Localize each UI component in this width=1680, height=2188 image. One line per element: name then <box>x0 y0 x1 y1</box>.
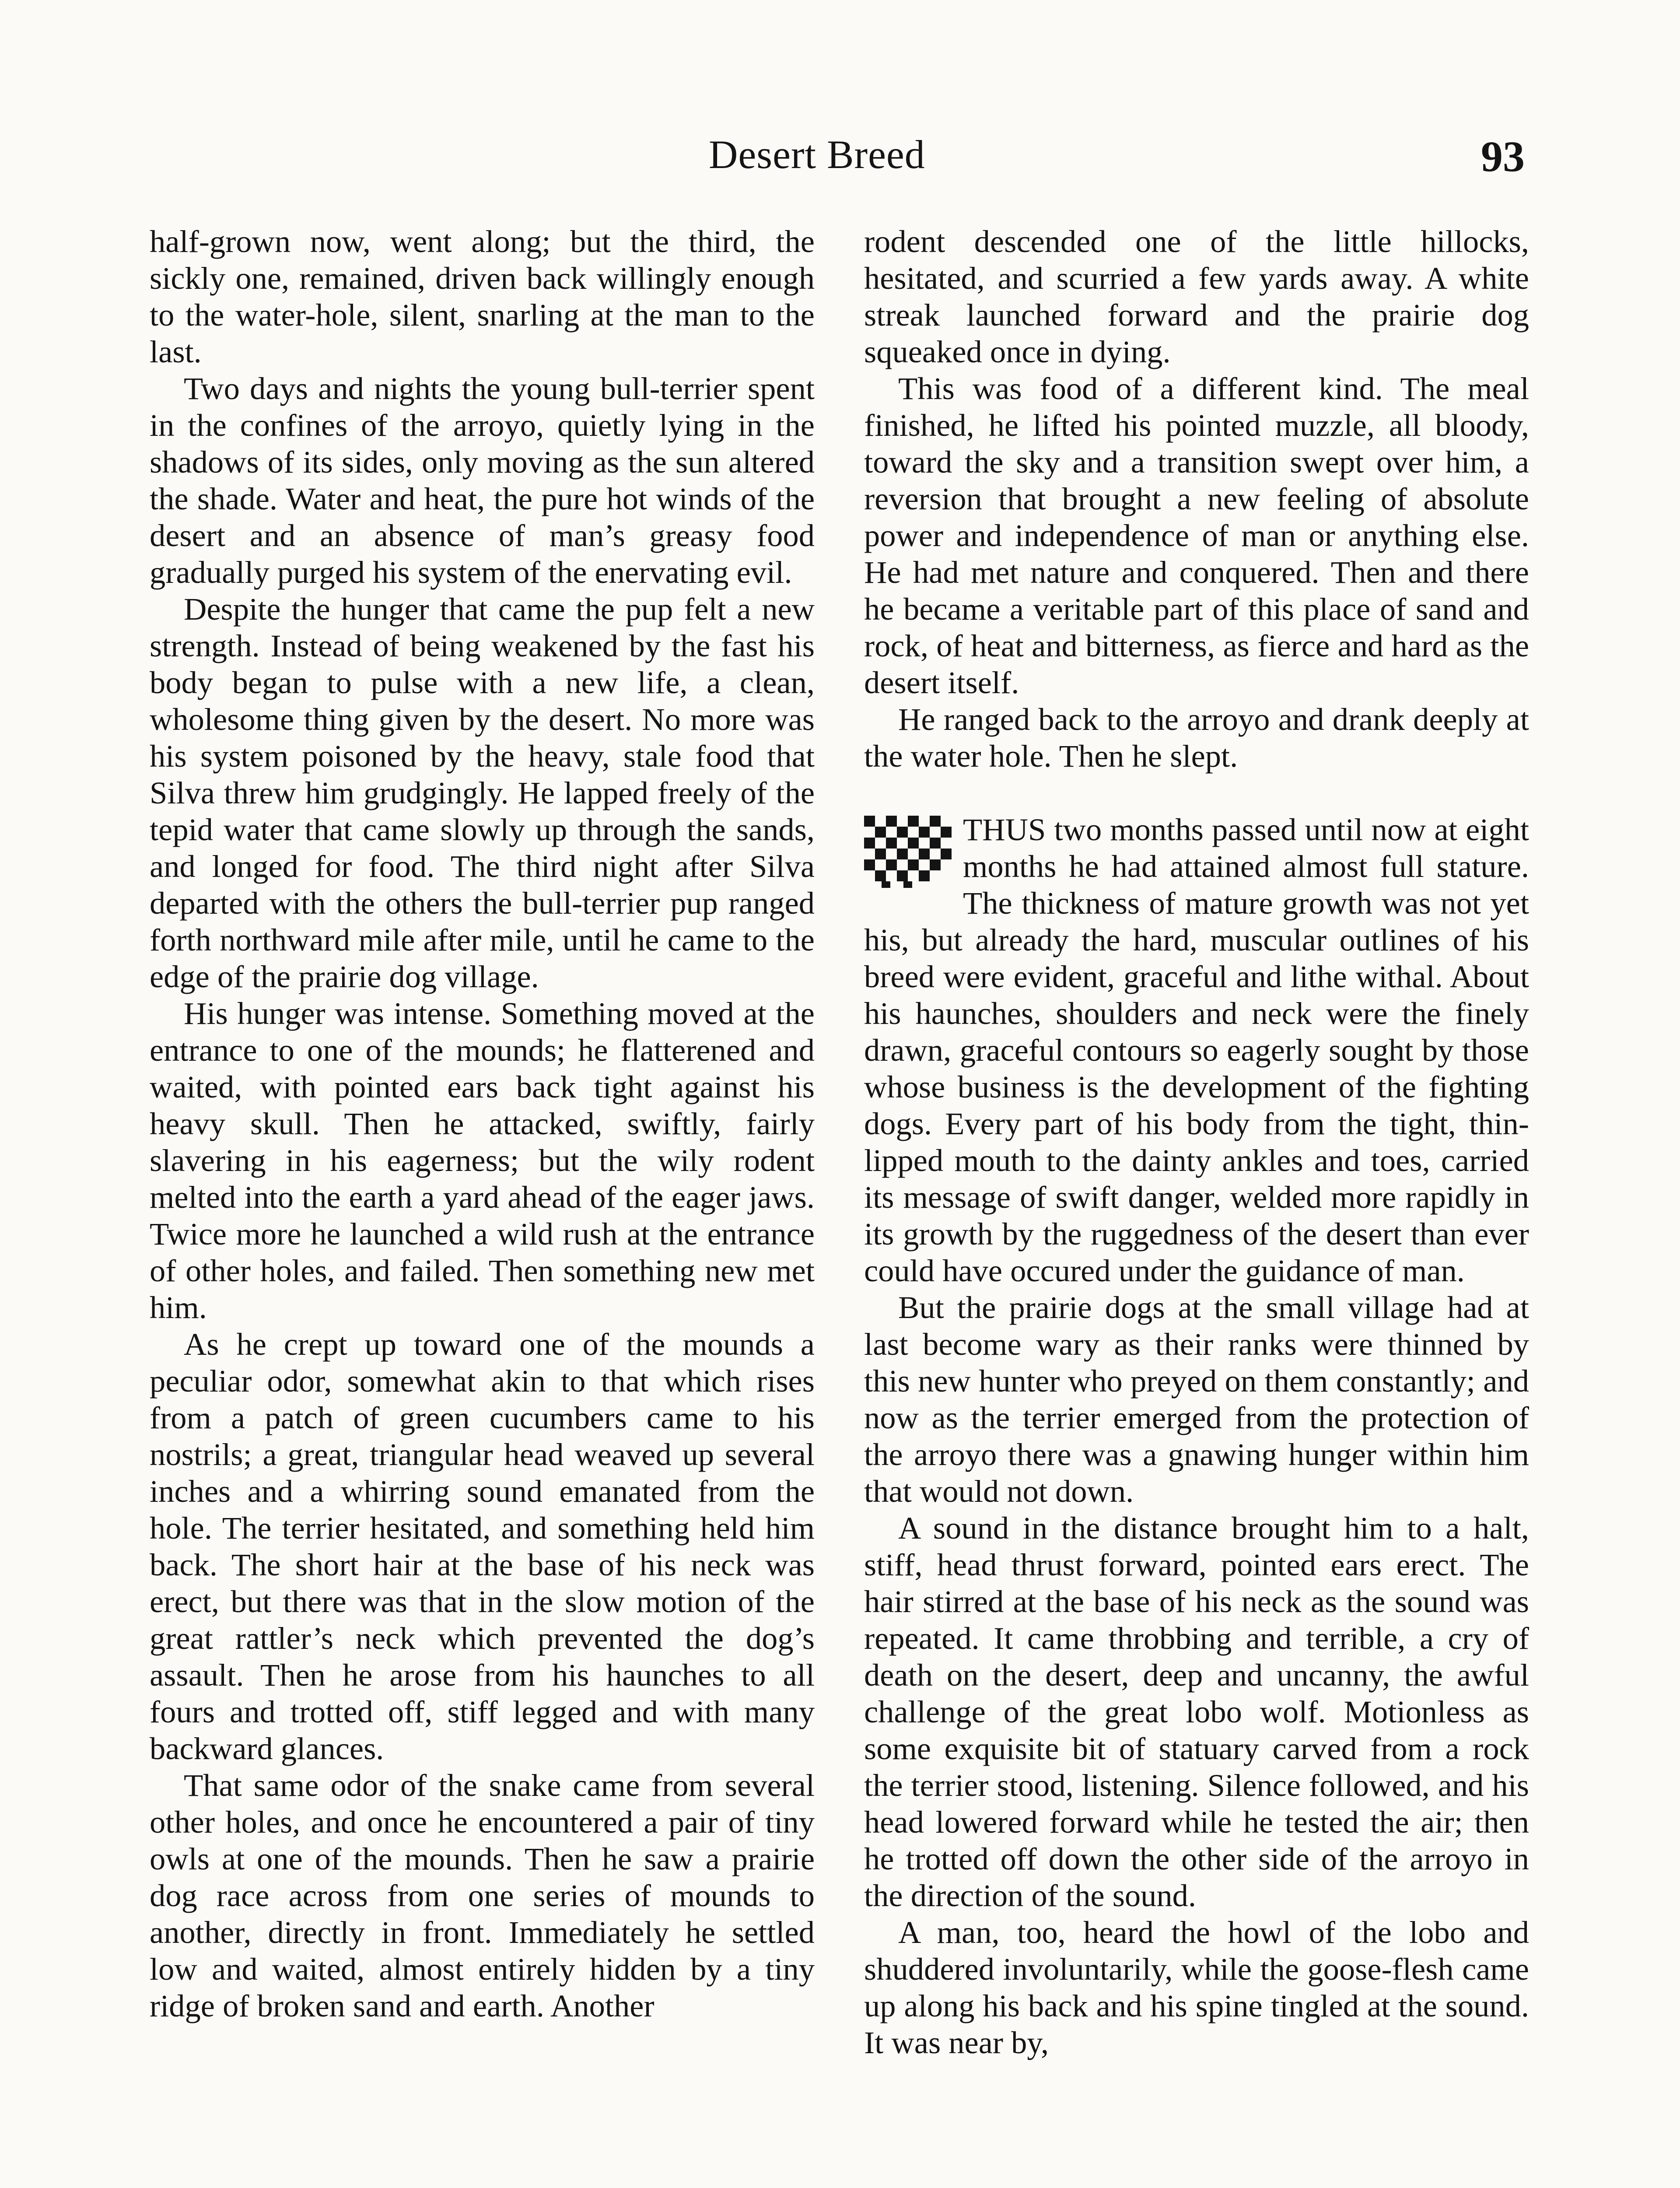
right-column <box>864 223 1529 2061</box>
running-title: Desert Breed <box>709 132 925 177</box>
paragraph: Despite the hunger that came the pup felt a new strength. Instead of being weakened by the fast his body began to pulse with a new life, a clean, wholesome thing given by the desert. No more was his system poisoned by the heavy, stale food that Silva threw him grudgingly. He lapped freely of the tepid water that came slowly up through the sands, and longed for food. The third night after Silva departed with the others the bull-terrier pup ranged forth northward mile after mile, until he came to the edge of the prairie dog village. <box>150 591 815 994</box>
paragraph: A man, too, heard the howl of the lobo and shuddered involuntarily, while the goose-flesh came up along his back and his spine tingled at the sound. It was near by, <box>864 1914 1529 2060</box>
paragraph: His hunger was intense. Something moved at the entrance to one of the mounds; he flatterened and waited, with pointed ears back tight against his heavy skull. Then he attacked, swiftly, fairly slavering in his eagerness; but the wily rodent melted into the earth a yard ahead of the eager jaws. Twice more he launched a wild rush at the entrance of other holes, and failed. Then something new met him. <box>150 996 815 1325</box>
section-opening-text: THUS two months passed until now at eight months he had attained almost full stature. The thickness of mature growth was not yet his, but already the hard, muscular outlines of his breed were evident, graceful and lithe withal. About his haunches, shoulders and neck were the finely drawn, graceful contours so eagerly sought by those whose business is the development of the fighting dogs. Every part of his body from the tight, thin-lipped mouth to the dainty ankles and toes, carried its message of swift danger, welded more rapidly in its growth by the ruggedness of the desert than ever could have occured under the guidance of man. <box>864 812 1529 1288</box>
left-column <box>150 223 815 2024</box>
paragraph: rodent descended one of the little hillocks, hesitated, and scurried a few yards away. A white streak launched forward and the prairie dog squeaked once in dying. <box>864 224 1529 369</box>
paragraph: That same odor of the snake came from several other holes, and once he encountered a pair of tiny owls at one of the mounds. Then he saw a prairie dog race across from one series of mounds to another, directly in front. Immediately he settled low and waited, almost entirely hidden by a tiny ridge of broken sand and earth. Another <box>150 1767 815 2023</box>
paragraph: But the prairie dogs at the small village had at last become wary as their ranks were thinned by this new hunter who preyed on them constantly; and now as the terrier emerged from the protection of the arroyo there was a gnawing hunger within him that would not down. <box>864 1290 1529 1509</box>
paragraph: Two days and nights the young bull-terrier spent in the confines of the arroyo, quietly lying in the shadows of its sides, only moving as the sun altered the shade. Water and heat, the pure hot winds of the desert and an absence of man’s greasy food gradually purged his system of the enervating evil. <box>150 371 815 590</box>
paragraph: half-grown now, went along; but the third, the sickly one, remained, driven back willingly enough to the water-hole, silent, snarling at the man to the last. <box>150 224 815 369</box>
page-number: 93 <box>1481 132 1525 181</box>
paragraph: He ranged back to the arroyo and drank deeply at the water hole. Then he slept. <box>864 701 1529 774</box>
paragraph: This was food of a different kind. The meal finished, he lifted his pointed muzzle, all bloody, toward the sky and a transition swept over him, a reversion that brought a new feeling of absolute power and independence of man or anything else. He had met nature and conquered. Then and there he became a veritable part of this place of sand and rock, of heat and bitterness, as fierce and hard as the desert itself. <box>864 371 1529 700</box>
page-header <box>0 127 1680 188</box>
paragraph: As he crept up toward one of the mounds a peculiar odor, somewhat akin to that which rises from a patch of green cucumbers came to his nostrils; a great, triangular head weaved up several inches and a whirring sound emanated from the hole. The terrier hesitated, and something held him back. The short hair at the base of his neck was erect, but there was that in the slow motion of the great rattler’s neck which prevented the dog’s assault. Then he arose from his haunches to all fours and trotted off, stiff legged and with many backward glances. <box>150 1326 815 1766</box>
checkered-drop-ornament-icon <box>864 816 952 890</box>
section-break <box>864 775 1529 811</box>
section-opening-paragraph <box>864 811 1529 1289</box>
paragraph: A sound in the distance brought him to a halt, stiff, head thrust forward, pointed ears erect. The hair stirred at the base of his neck as the sound was repeated. It came throbbing and terrible, a cry of death on the desert, deep and uncanny, the awful challenge of the great lobo wolf. Motionless as some exquisite bit of statuary carved from a rock the terrier stood, listening. Silence followed, and his head lowered forward while he tested the air; then he trotted off down the other side of the arroyo in the direction of the sound. <box>864 1510 1529 1913</box>
